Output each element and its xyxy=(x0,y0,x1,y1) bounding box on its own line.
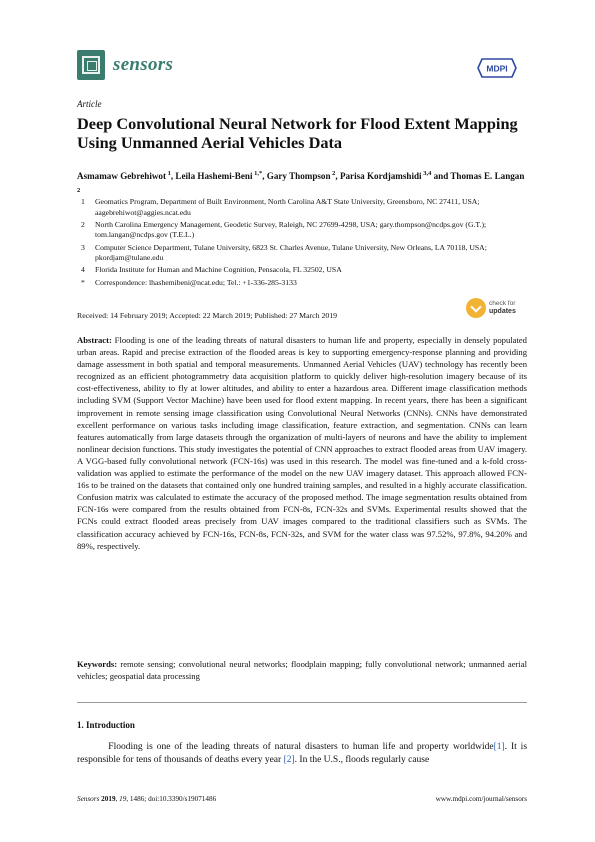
affiliation-text: Florida Institute for Human and Machine Cognition, Pensacola, FL 32502, USA xyxy=(95,265,342,275)
affiliation-item xyxy=(77,278,527,289)
author-affiliation-marker: 3,4 xyxy=(421,170,432,177)
affiliation-text: Computer Science Department, Tulane University, 6823 St. Charles Avenue, Tulane University, New Orleans, LA 70118, USA; pkordjam@tulane.edu xyxy=(95,242,487,263)
footer-year: 2019 xyxy=(101,795,116,803)
abstract-label: Abstract: xyxy=(77,335,112,345)
affiliation-text: Geomatics Program, Department of Built Environment, North Carolina A&T State University, Greensboro, NC 27411, USA; aagebrehiwot@aggies.ncat.edu xyxy=(95,197,480,217)
affiliations xyxy=(77,197,527,290)
paper-title: Deep Convolutional Neural Network for Flood Extent Mapping Using Unmanned Aerial Vehicles Data xyxy=(77,114,518,152)
affiliation-item xyxy=(77,220,527,241)
article-type: Article xyxy=(77,99,102,109)
abstract-text: Flooding is one of the leading threats of natural disasters to human life and property, especially in densely populated urban areas. Rapid and precise extraction of the flooded areas is key to supporting emergency-response planning and providing damage assessment in both spatial and temporal measurements. Unmanned Aerial Vehicles (UAV) technology has recently been recognized as an efficient photogrammetry data acquisition platform to quickly deliver high-resolution imagery because of its cost-effectiveness, ability to fly at lower altitudes, and ability to enter a hazardous area. Different image classification methods including SVM (Support Vector Machine) have been used for flood extent mapping. In recent years, there has been a significant improvement in remote sensing image classification using Convolutional Neural Networks (CNNs). CNNs have demonstrated excellent performance on various tasks including image classification, feature extraction, and segmentation. CNNs can learn features automatically from large datasets through the organization of multi-layers of neurons and have the ability to implement nonlinear decision functions. This study investigates the potential of CNN approaches to extract flooded areas from UAV imagery. A VGG-based fully convolutional network (FCN-16s) was used in this research. The model was fine-tuned and a k-fold cross-validation was applied to estimate the performance of the model on the new UAV imagery dataset. This approach allowed FCN-16s to be trained on the datasets that contained only one hundred training samples, and resulted in a highly accurate classification. Confusion matrix was calculated to estimate the accuracy of the proposed method. The image segmentation results obtained from FCN-16s were compared from the results obtained from FCN-8s, FCN-32s and SVMs. Experimental results showed that the FCNs could extract flooded areas precisely from UAV images compared to the traditional classifiers such as SVMs. The classification accuracy achieved by FCN-16s, FCN-8s, FCN-32s, and SVM for the water class was 97.52%, 97.8%, 94.20% and 89%, respectively. xyxy=(77,335,527,551)
abstract xyxy=(77,334,527,552)
affiliation-number: 2 xyxy=(81,219,85,229)
footer-url[interactable]: www.mdpi.com/journal/sensors xyxy=(435,795,527,803)
footer-volume: 19 xyxy=(119,795,127,803)
footer-doi: , 1486; doi:10.3390/s19071486 xyxy=(126,795,217,803)
keywords-label: Keywords: xyxy=(77,659,118,669)
keywords-text: remote sensing; convolutional neural networks; floodplain mapping; fully convolutional network; unmanned aerial vehicles; geospatial data processing xyxy=(77,659,527,682)
footer-journal: Sensors xyxy=(77,795,100,803)
intro-text-3: . In the U.S., floods regularly cause xyxy=(294,755,430,766)
publication-dates: Received: 14 February 2019; Accepted: 22 March 2019; Published: 27 March 2019 xyxy=(77,311,338,320)
affiliation-number: 4 xyxy=(81,265,85,275)
check-updates-icon xyxy=(466,298,486,318)
section-heading: 1. Introduction xyxy=(77,720,135,730)
check-updates-line2: updates xyxy=(489,308,516,315)
author-name: Leila Hashemi-Beni xyxy=(175,171,253,182)
affiliation-item xyxy=(77,265,527,276)
author-affiliation-marker: 2 xyxy=(330,170,336,177)
author-name: Thomas E. Langan xyxy=(450,171,525,182)
author-affiliation-marker: 1 xyxy=(166,170,171,177)
affiliation-text: North Carolina Emergency Management, Geodetic Survey, Raleigh, NC 27699-4298, USA; gary.thompson@ncdps.gov (G.T.); tom.langan@ncdps.gov (T.E.L.) xyxy=(95,219,487,240)
intro-text-2: . It is responsible for tens of thousands of deaths every year xyxy=(77,742,528,766)
check-for-updates-badge[interactable] xyxy=(466,296,526,322)
affiliation-item xyxy=(77,197,527,218)
section-divider xyxy=(77,702,527,703)
author-affiliation-marker: 1,* xyxy=(252,170,263,177)
affiliation-number: 3 xyxy=(81,242,85,252)
citation-link[interactable]: [1] xyxy=(493,742,505,752)
intro-text-1: Flooding is one of the leading threats of natural disasters to human life and property worldwide xyxy=(108,742,494,752)
keywords xyxy=(77,658,527,682)
citation-link[interactable]: [2] xyxy=(283,755,295,766)
check-updates-line1: check for xyxy=(489,300,516,307)
affiliation-number: * xyxy=(81,277,85,287)
affiliation-number: 1 xyxy=(81,197,85,206)
footer-citation: Sensors 2019, 19, 1486; doi:10.3390/s19071486 xyxy=(77,795,217,803)
affiliation-item xyxy=(77,243,527,264)
author-list: Asmamaw Gebrehiwot $^1$, Leila Hashemi-Beni $^{1,*}$, Gary Thompson $^2$, Parisa Kordjamshidi $^{3,4}$ and Thomas E. Langan $^2$ xyxy=(77,170,525,195)
svg-text:MDPI: MDPI xyxy=(486,63,508,74)
author-affiliation-marker: 2 xyxy=(77,187,81,195)
affiliation-text: Correspondence: lhashemibeni@ncat.edu; Tel.: +1-336-285-3133 xyxy=(95,277,297,287)
mdpi-logo-icon xyxy=(476,57,518,79)
author-name: Asmamaw Gebrehiwot xyxy=(77,171,166,182)
journal-name: sensors xyxy=(113,54,174,75)
author-name: Gary Thompson xyxy=(266,171,331,182)
introduction-paragraph xyxy=(77,741,527,768)
journal-logo-icon xyxy=(77,50,105,80)
author-name: Parisa Kordjamshidi xyxy=(339,171,422,182)
